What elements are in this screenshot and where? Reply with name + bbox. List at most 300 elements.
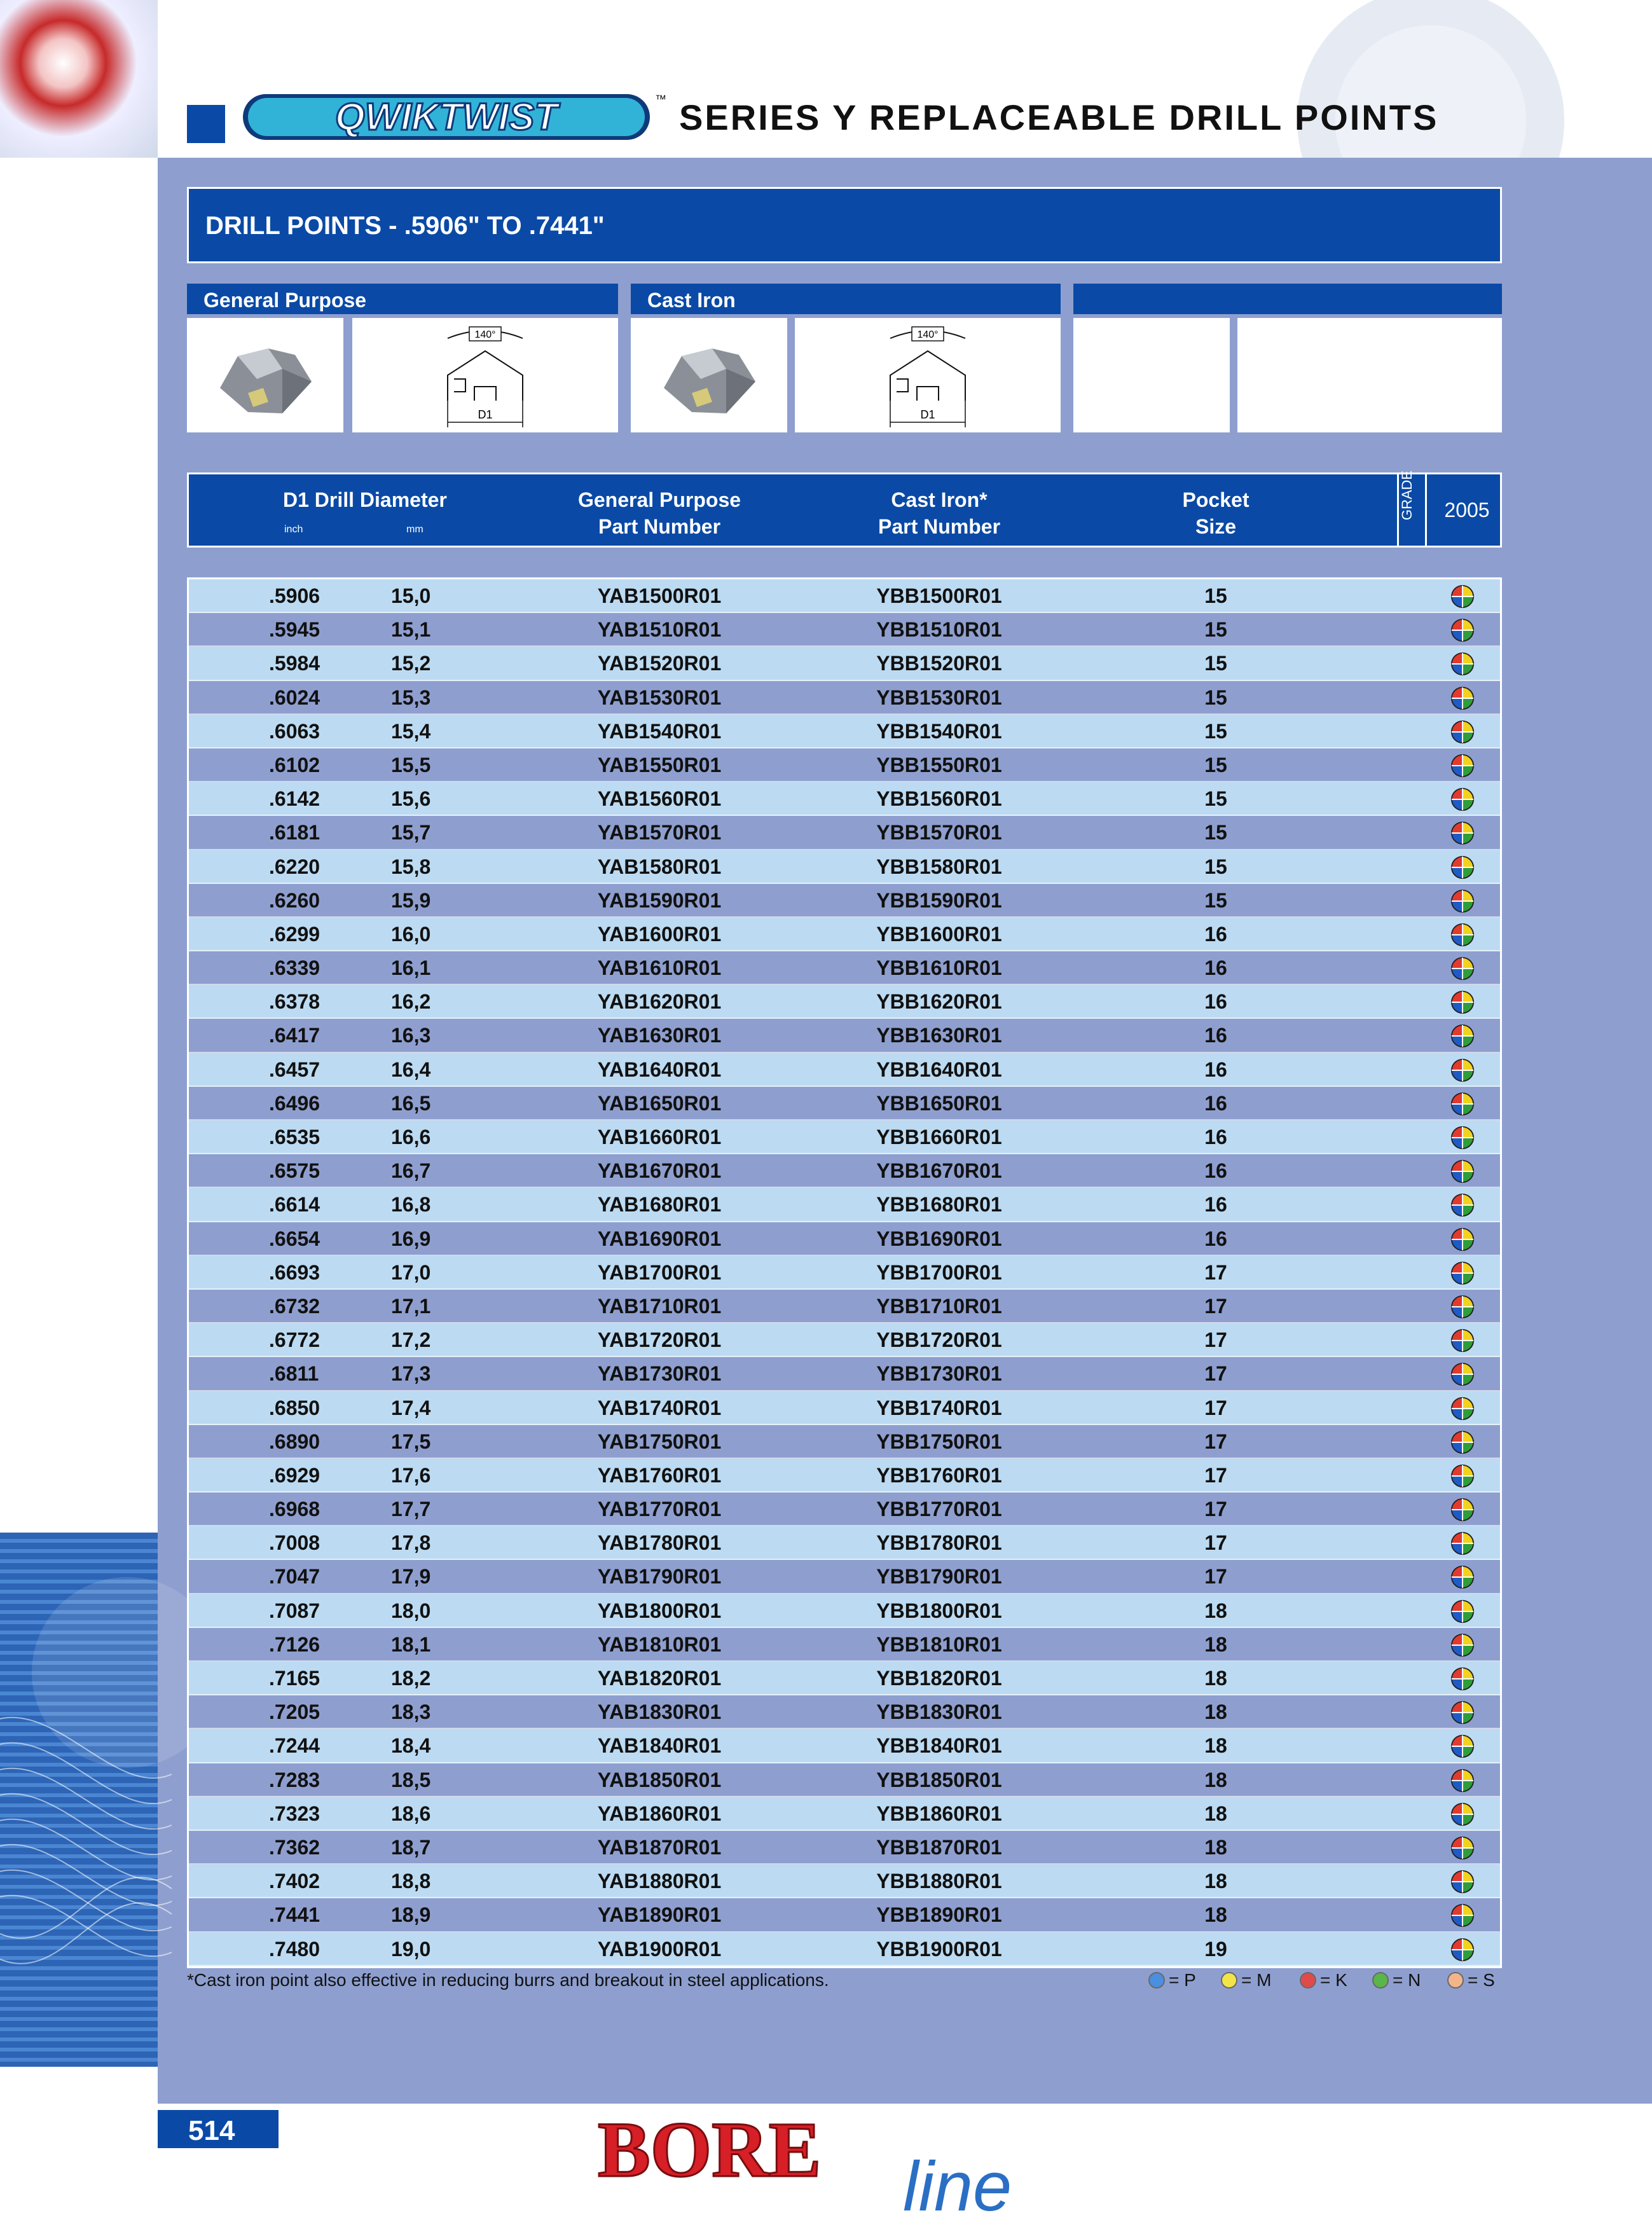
cell-mm: 18,8 <box>391 1870 431 1893</box>
cell-ci-part: YBB1510R01 <box>876 618 1002 642</box>
cell-gp-part: YAB1510R01 <box>597 618 722 642</box>
drill-point-photo <box>187 318 343 432</box>
legend-label: = S <box>1468 1970 1495 1990</box>
table-row <box>189 1797 1500 1831</box>
cell-pocket: 17 <box>1204 1362 1227 1386</box>
grade-quadrant-icon <box>1450 1769 1475 1793</box>
cell-ci-part: YBB1550R01 <box>876 753 1002 776</box>
table-row <box>189 1695 1500 1729</box>
grade-quadrant-icon <box>1450 889 1475 913</box>
cell-mm: 15,7 <box>391 821 431 845</box>
cell-pocket: 16 <box>1204 1227 1227 1250</box>
cell-inch: .6417 <box>269 1024 320 1047</box>
legend-dot-icon <box>1372 1972 1389 1989</box>
cell-pocket: 15 <box>1204 652 1227 675</box>
cell-ci-part: YBB1840R01 <box>876 1734 1002 1758</box>
cell-ci-part: YBB1520R01 <box>876 652 1002 675</box>
table-row <box>189 1087 1500 1120</box>
cell-pocket: 18 <box>1204 1667 1227 1690</box>
cell-inch: .6102 <box>269 753 320 776</box>
header-divider <box>1425 474 1427 546</box>
cell-gp-part: YAB1580R01 <box>597 855 722 878</box>
category-label: Cast Iron <box>631 284 1061 314</box>
cell-pocket: 18 <box>1204 1802 1227 1825</box>
legend-dot-icon <box>1148 1972 1165 1989</box>
table-row <box>189 816 1500 850</box>
cell-pocket: 16 <box>1204 956 1227 980</box>
legend-label: = K <box>1320 1970 1347 1990</box>
cell-ci-part: YBB1810R01 <box>876 1632 1002 1656</box>
cell-ci-part: YBB1600R01 <box>876 922 1002 946</box>
cell-gp-part: YAB1640R01 <box>597 1058 722 1081</box>
table-row <box>189 918 1500 951</box>
cell-gp-part: YAB1730R01 <box>597 1362 722 1386</box>
header-diameter: D1 Drill Diameter <box>283 488 447 511</box>
grade-quadrant-icon <box>1450 1126 1475 1150</box>
cell-ci-part: YBB1890R01 <box>876 1903 1002 1927</box>
cell-inch: .6181 <box>269 821 320 845</box>
grade-quadrant-icon <box>1450 1903 1475 1927</box>
parts-table <box>187 577 1502 1968</box>
grade-quadrant-icon <box>1450 1024 1475 1048</box>
table-row <box>189 1323 1500 1357</box>
cell-mm: 15,8 <box>391 855 431 878</box>
cell-mm: 15,0 <box>391 584 431 607</box>
cell-inch: .6535 <box>269 1126 320 1148</box>
cell-pocket: 18 <box>1204 1599 1227 1622</box>
grade-quadrant-icon <box>1450 1870 1475 1894</box>
empty-diagram-box <box>1237 318 1502 432</box>
cell-ci-part: YBB1640R01 <box>876 1058 1002 1081</box>
grade-quadrant-icon <box>1450 787 1475 811</box>
cell-inch: .7205 <box>269 1700 320 1724</box>
cell-inch: .6063 <box>269 719 320 743</box>
table-row <box>189 647 1500 680</box>
cell-pocket: 15 <box>1204 686 1227 709</box>
legend-item <box>1372 1970 1421 1990</box>
table-row <box>189 715 1500 748</box>
grade-quadrant-icon <box>1450 584 1475 609</box>
cell-mm: 15,6 <box>391 787 431 811</box>
table-row <box>189 1898 1500 1932</box>
cell-pocket: 17 <box>1204 1260 1227 1284</box>
cell-inch: .6850 <box>269 1396 320 1419</box>
table-row <box>189 748 1500 782</box>
cell-inch: .7323 <box>269 1802 320 1825</box>
cell-pocket: 16 <box>1204 922 1227 946</box>
legend-label: = M <box>1241 1970 1272 1990</box>
table-row <box>189 985 1500 1019</box>
cell-ci-part: YBB1770R01 <box>876 1498 1002 1521</box>
cell-ci-part: YBB1880R01 <box>876 1870 1002 1893</box>
cell-mm: 17,9 <box>391 1565 431 1589</box>
cell-mm: 18,0 <box>391 1599 431 1622</box>
table-row <box>189 681 1500 715</box>
header-gp-2: Part Number <box>598 515 721 538</box>
cell-inch: .7165 <box>269 1667 320 1690</box>
cell-mm: 18,2 <box>391 1667 431 1690</box>
drill-point-diagram <box>352 318 618 432</box>
grade-quadrant-icon <box>1450 1396 1475 1421</box>
table-row <box>189 1493 1500 1526</box>
cell-pocket: 18 <box>1204 1870 1227 1893</box>
cell-mm: 16,2 <box>391 990 431 1014</box>
page-number-box <box>158 2110 279 2148</box>
cell-pocket: 18 <box>1204 1835 1227 1859</box>
cell-pocket: 16 <box>1204 1126 1227 1148</box>
header-square <box>187 105 225 143</box>
cell-gp-part: YAB1760R01 <box>597 1463 722 1487</box>
cell-gp-part: YAB1620R01 <box>597 990 722 1014</box>
cell-inch: .6614 <box>269 1193 320 1217</box>
cell-inch: .6575 <box>269 1159 320 1183</box>
cell-ci-part: YBB1740R01 <box>876 1396 1002 1419</box>
cell-gp-part: YAB1820R01 <box>597 1667 722 1690</box>
table-row <box>189 1053 1500 1087</box>
cell-gp-part: YAB1790R01 <box>597 1565 722 1589</box>
table-row <box>189 1729 1500 1763</box>
cell-pocket: 17 <box>1204 1498 1227 1521</box>
grade-quadrant-icon <box>1450 754 1475 778</box>
cell-pocket: 18 <box>1204 1700 1227 1724</box>
cell-mm: 18,5 <box>391 1768 431 1791</box>
cell-pocket: 15 <box>1204 584 1227 607</box>
cell-gp-part: YAB1780R01 <box>597 1531 722 1555</box>
header-pocket-1: Pocket <box>1182 488 1249 511</box>
cell-inch: .6968 <box>269 1498 320 1521</box>
cell-ci-part: YBB1560R01 <box>876 787 1002 811</box>
cell-gp-part: YAB1690R01 <box>597 1227 722 1250</box>
cell-mm: 16,1 <box>391 956 431 980</box>
cell-ci-part: YBB1690R01 <box>876 1227 1002 1250</box>
cell-mm: 18,9 <box>391 1903 431 1927</box>
logo-tm: ™ <box>655 93 666 106</box>
cell-ci-part: YBB1760R01 <box>876 1463 1002 1487</box>
cell-gp-part: YAB1540R01 <box>597 719 722 743</box>
section-banner <box>187 187 1502 263</box>
header-pocket-2: Size <box>1195 515 1237 538</box>
category-label <box>1073 284 1502 314</box>
cell-ci-part: YBB1860R01 <box>876 1802 1002 1825</box>
cell-inch: .6142 <box>269 787 320 811</box>
cell-pocket: 18 <box>1204 1768 1227 1791</box>
cell-ci-part: YBB1570R01 <box>876 821 1002 845</box>
category-general-purpose <box>187 284 618 432</box>
cell-ci-part: YBB1680R01 <box>876 1193 1002 1217</box>
cell-mm: 17,2 <box>391 1328 431 1352</box>
cell-inch: .6772 <box>269 1328 320 1352</box>
page-title: SERIES Y REPLACEABLE DRILL POINTS <box>679 97 1439 137</box>
cell-pocket: 18 <box>1204 1734 1227 1758</box>
grade-quadrant-icon <box>1450 1464 1475 1488</box>
cell-ci-part: YBB1620R01 <box>876 990 1002 1014</box>
legend-item <box>1221 1970 1271 1990</box>
cell-gp-part: YAB1830R01 <box>597 1700 722 1724</box>
table-row <box>189 1459 1500 1493</box>
legend-item <box>1300 1970 1347 1990</box>
cell-ci-part: YBB1590R01 <box>876 888 1002 912</box>
cell-gp-part: YAB1710R01 <box>597 1294 722 1318</box>
legend-label: = N <box>1393 1970 1421 1990</box>
cell-ci-part: YBB1710R01 <box>876 1294 1002 1318</box>
cell-inch: .7362 <box>269 1835 320 1859</box>
cell-gp-part: YAB1860R01 <box>597 1802 722 1825</box>
table-row <box>189 579 1500 613</box>
cell-mm: 16,4 <box>391 1058 431 1081</box>
table-row <box>189 1019 1500 1052</box>
cell-pocket: 17 <box>1204 1531 1227 1555</box>
cell-gp-part: YAB1750R01 <box>597 1430 722 1453</box>
cell-pocket: 16 <box>1204 1091 1227 1115</box>
cell-gp-part: YAB1660R01 <box>597 1126 722 1148</box>
grade-quadrant-icon <box>1450 990 1475 1014</box>
cell-inch: .7244 <box>269 1734 320 1758</box>
dimension-label: D1 <box>920 408 935 421</box>
cell-mm: 18,7 <box>391 1835 431 1859</box>
grade-quadrant-icon <box>1450 1328 1475 1353</box>
legend-label: = P <box>1169 1970 1196 1990</box>
cell-pocket: 19 <box>1204 1937 1227 1961</box>
cell-inch: .6457 <box>269 1058 320 1081</box>
grade-quadrant-icon <box>1450 1261 1475 1285</box>
cell-ci-part: YBB1610R01 <box>876 956 1002 980</box>
grade-quadrant-icon <box>1450 1227 1475 1251</box>
cell-ci-part: YBB1720R01 <box>876 1328 1002 1352</box>
cell-inch: .6299 <box>269 922 320 946</box>
cell-inch: .6732 <box>269 1294 320 1318</box>
cell-ci-part: YBB1780R01 <box>876 1531 1002 1555</box>
grade-quadrant-icon <box>1450 1362 1475 1386</box>
header-ci-2: Part Number <box>878 515 1001 538</box>
cell-gp-part: YAB1570R01 <box>597 821 722 845</box>
cell-mm: 17,8 <box>391 1531 431 1555</box>
cell-ci-part: YBB1700R01 <box>876 1260 1002 1284</box>
brand-line: line <box>903 2148 1012 2226</box>
cell-inch: .5984 <box>269 652 320 675</box>
grade-quadrant-icon <box>1450 1938 1475 1962</box>
cell-gp-part: YAB1550R01 <box>597 753 722 776</box>
angle-label: 140° <box>474 329 496 340</box>
cell-gp-part: YAB1770R01 <box>597 1498 722 1521</box>
grade-quadrant-icon <box>1450 1836 1475 1860</box>
cell-ci-part: YBB1580R01 <box>876 855 1002 878</box>
grade-quadrant-icon <box>1450 855 1475 879</box>
drill-point-photo <box>631 318 787 432</box>
cell-pocket: 16 <box>1204 1058 1227 1081</box>
legend-item <box>1148 1970 1196 1990</box>
legend-dot-icon <box>1300 1972 1316 1989</box>
cell-gp-part: YAB1590R01 <box>597 888 722 912</box>
section-banner-title: DRILL POINTS - .5906" TO .7441" <box>205 212 605 240</box>
cell-gp-part: YAB1610R01 <box>597 956 722 980</box>
cell-ci-part: YBB1820R01 <box>876 1667 1002 1690</box>
cell-inch: .6220 <box>269 855 320 878</box>
grade-quadrant-icon <box>1450 1802 1475 1826</box>
cell-gp-part: YAB1800R01 <box>597 1599 722 1622</box>
cell-gp-part: YAB1720R01 <box>597 1328 722 1352</box>
cell-ci-part: YBB1630R01 <box>876 1024 1002 1047</box>
qwiktwist-logo <box>242 89 666 145</box>
cell-ci-part: YBB1750R01 <box>876 1430 1002 1453</box>
cell-mm: 15,9 <box>391 888 431 912</box>
cell-mm: 17,0 <box>391 1260 431 1284</box>
angle-label: 140° <box>917 329 939 340</box>
cell-gp-part: YAB1870R01 <box>597 1835 722 1859</box>
cell-mm: 17,4 <box>391 1396 431 1419</box>
cell-mm: 16,8 <box>391 1193 431 1217</box>
cell-pocket: 15 <box>1204 821 1227 845</box>
cell-mm: 18,4 <box>391 1734 431 1758</box>
cell-pocket: 15 <box>1204 855 1227 878</box>
table-header <box>187 472 1502 548</box>
cell-mm: 15,2 <box>391 652 431 675</box>
table-row <box>189 884 1500 918</box>
cell-ci-part: YBB1660R01 <box>876 1126 1002 1148</box>
grade-quadrant-icon <box>1450 1498 1475 1522</box>
cell-inch: .6654 <box>269 1227 320 1250</box>
cell-pocket: 15 <box>1204 753 1227 776</box>
grade-quadrant-icon <box>1450 1430 1475 1454</box>
cell-ci-part: YBB1670R01 <box>876 1159 1002 1183</box>
cell-inch: .5906 <box>269 584 320 607</box>
cell-mm: 17,1 <box>391 1294 431 1318</box>
grade-quadrant-icon <box>1450 956 1475 981</box>
cell-mm: 16,0 <box>391 922 431 946</box>
header-mm: mm <box>406 524 423 535</box>
header-grade-code: 2005 <box>1444 499 1490 521</box>
table-row <box>189 782 1500 816</box>
grade-quadrant-icon <box>1450 923 1475 947</box>
header-grade: GRADE <box>1399 470 1415 521</box>
grade-quadrant-icon <box>1450 1159 1475 1183</box>
cell-pocket: 17 <box>1204 1565 1227 1589</box>
cell-pocket: 16 <box>1204 1024 1227 1047</box>
table-row <box>189 951 1500 985</box>
table-row <box>189 1391 1500 1425</box>
cell-inch: .6693 <box>269 1260 320 1284</box>
cell-mm: 18,3 <box>391 1700 431 1724</box>
cell-inch: .6260 <box>269 888 320 912</box>
cell-pocket: 15 <box>1204 787 1227 811</box>
cell-ci-part: YBB1850R01 <box>876 1768 1002 1791</box>
cell-gp-part: YAB1560R01 <box>597 787 722 811</box>
cell-mm: 16,7 <box>391 1159 431 1183</box>
cell-ci-part: YBB1500R01 <box>876 584 1002 607</box>
table-row <box>189 1256 1500 1290</box>
cell-pocket: 15 <box>1204 618 1227 642</box>
grade-quadrant-icon <box>1450 821 1475 845</box>
table-row <box>189 1188 1500 1222</box>
table-row <box>189 1290 1500 1323</box>
cell-gp-part: YAB1880R01 <box>597 1870 722 1893</box>
cell-mm: 16,6 <box>391 1126 431 1148</box>
cell-mm: 18,1 <box>391 1632 431 1656</box>
cell-inch: .7480 <box>269 1937 320 1961</box>
cell-inch: .6890 <box>269 1430 320 1453</box>
cell-ci-part: YBB1800R01 <box>876 1599 1002 1622</box>
cell-inch: .7402 <box>269 1870 320 1893</box>
legend-dot-icon <box>1447 1972 1464 1989</box>
table-row <box>189 1831 1500 1865</box>
cell-inch: .7087 <box>269 1599 320 1622</box>
cell-gp-part: YAB1810R01 <box>597 1632 722 1656</box>
cell-mm: 15,4 <box>391 719 431 743</box>
legend-dot-icon <box>1221 1972 1237 1989</box>
cell-pocket: 17 <box>1204 1294 1227 1318</box>
header-gp-1: General Purpose <box>577 488 741 511</box>
cell-mm: 16,5 <box>391 1091 431 1115</box>
cell-pocket: 17 <box>1204 1328 1227 1352</box>
cell-inch: .7126 <box>269 1632 320 1656</box>
cell-mm: 16,3 <box>391 1024 431 1047</box>
cell-mm: 16,9 <box>391 1227 431 1250</box>
cell-pocket: 18 <box>1204 1903 1227 1927</box>
table-row <box>189 613 1500 647</box>
cell-mm: 17,7 <box>391 1498 431 1521</box>
grade-quadrant-icon <box>1450 1193 1475 1217</box>
cell-pocket: 16 <box>1204 1193 1227 1217</box>
cell-gp-part: YAB1530R01 <box>597 686 722 709</box>
cell-pocket: 16 <box>1204 1159 1227 1183</box>
cell-pocket: 15 <box>1204 719 1227 743</box>
brand-bore: BORE <box>598 2106 822 2193</box>
header-inch: inch <box>284 524 303 535</box>
cell-gp-part: YAB1700R01 <box>597 1260 722 1284</box>
cell-inch: .6378 <box>269 990 320 1014</box>
cell-inch: .7047 <box>269 1565 320 1589</box>
table-row <box>189 1594 1500 1628</box>
header-ci-1: Cast Iron* <box>891 488 988 511</box>
cell-gp-part: YAB1900R01 <box>597 1937 722 1961</box>
grade-quadrant-icon <box>1450 1295 1475 1319</box>
cell-pocket: 17 <box>1204 1430 1227 1453</box>
table-row <box>189 1662 1500 1695</box>
category-cast-iron <box>631 284 1061 432</box>
table-row <box>189 1222 1500 1256</box>
table-row <box>189 1865 1500 1898</box>
cell-gp-part: YAB1680R01 <box>597 1193 722 1217</box>
category-empty <box>1073 284 1502 432</box>
cell-ci-part: YBB1830R01 <box>876 1700 1002 1724</box>
grade-quadrant-icon <box>1450 1667 1475 1691</box>
grade-quadrant-icon <box>1450 618 1475 642</box>
side-decorative-image <box>0 1533 158 2067</box>
dimension-label: D1 <box>478 408 493 421</box>
cell-ci-part: YBB1900R01 <box>876 1937 1002 1961</box>
cell-mm: 15,3 <box>391 686 431 709</box>
cell-ci-part: YBB1540R01 <box>876 719 1002 743</box>
cell-inch: .7441 <box>269 1903 320 1927</box>
grade-quadrant-icon <box>1450 1599 1475 1624</box>
header-photo <box>0 0 158 158</box>
table-row <box>189 1763 1500 1797</box>
cell-inch: .6024 <box>269 686 320 709</box>
grade-quadrant-icon <box>1450 1565 1475 1589</box>
cell-mm: 17,3 <box>391 1362 431 1386</box>
table-row <box>189 1425 1500 1459</box>
cell-mm: 15,1 <box>391 618 431 642</box>
cell-gp-part: YAB1520R01 <box>597 652 722 675</box>
cell-pocket: 17 <box>1204 1396 1227 1419</box>
footnote: *Cast iron point also effective in reducing burrs and breakout in steel applications. <box>187 1970 829 1990</box>
cell-inch: .6929 <box>269 1463 320 1487</box>
cell-gp-part: YAB1630R01 <box>597 1024 722 1047</box>
cell-ci-part: YBB1650R01 <box>876 1091 1002 1115</box>
cell-inch: .6811 <box>269 1362 319 1386</box>
table-row <box>189 850 1500 884</box>
cell-ci-part: YBB1870R01 <box>876 1835 1002 1859</box>
grade-quadrant-icon <box>1450 652 1475 676</box>
